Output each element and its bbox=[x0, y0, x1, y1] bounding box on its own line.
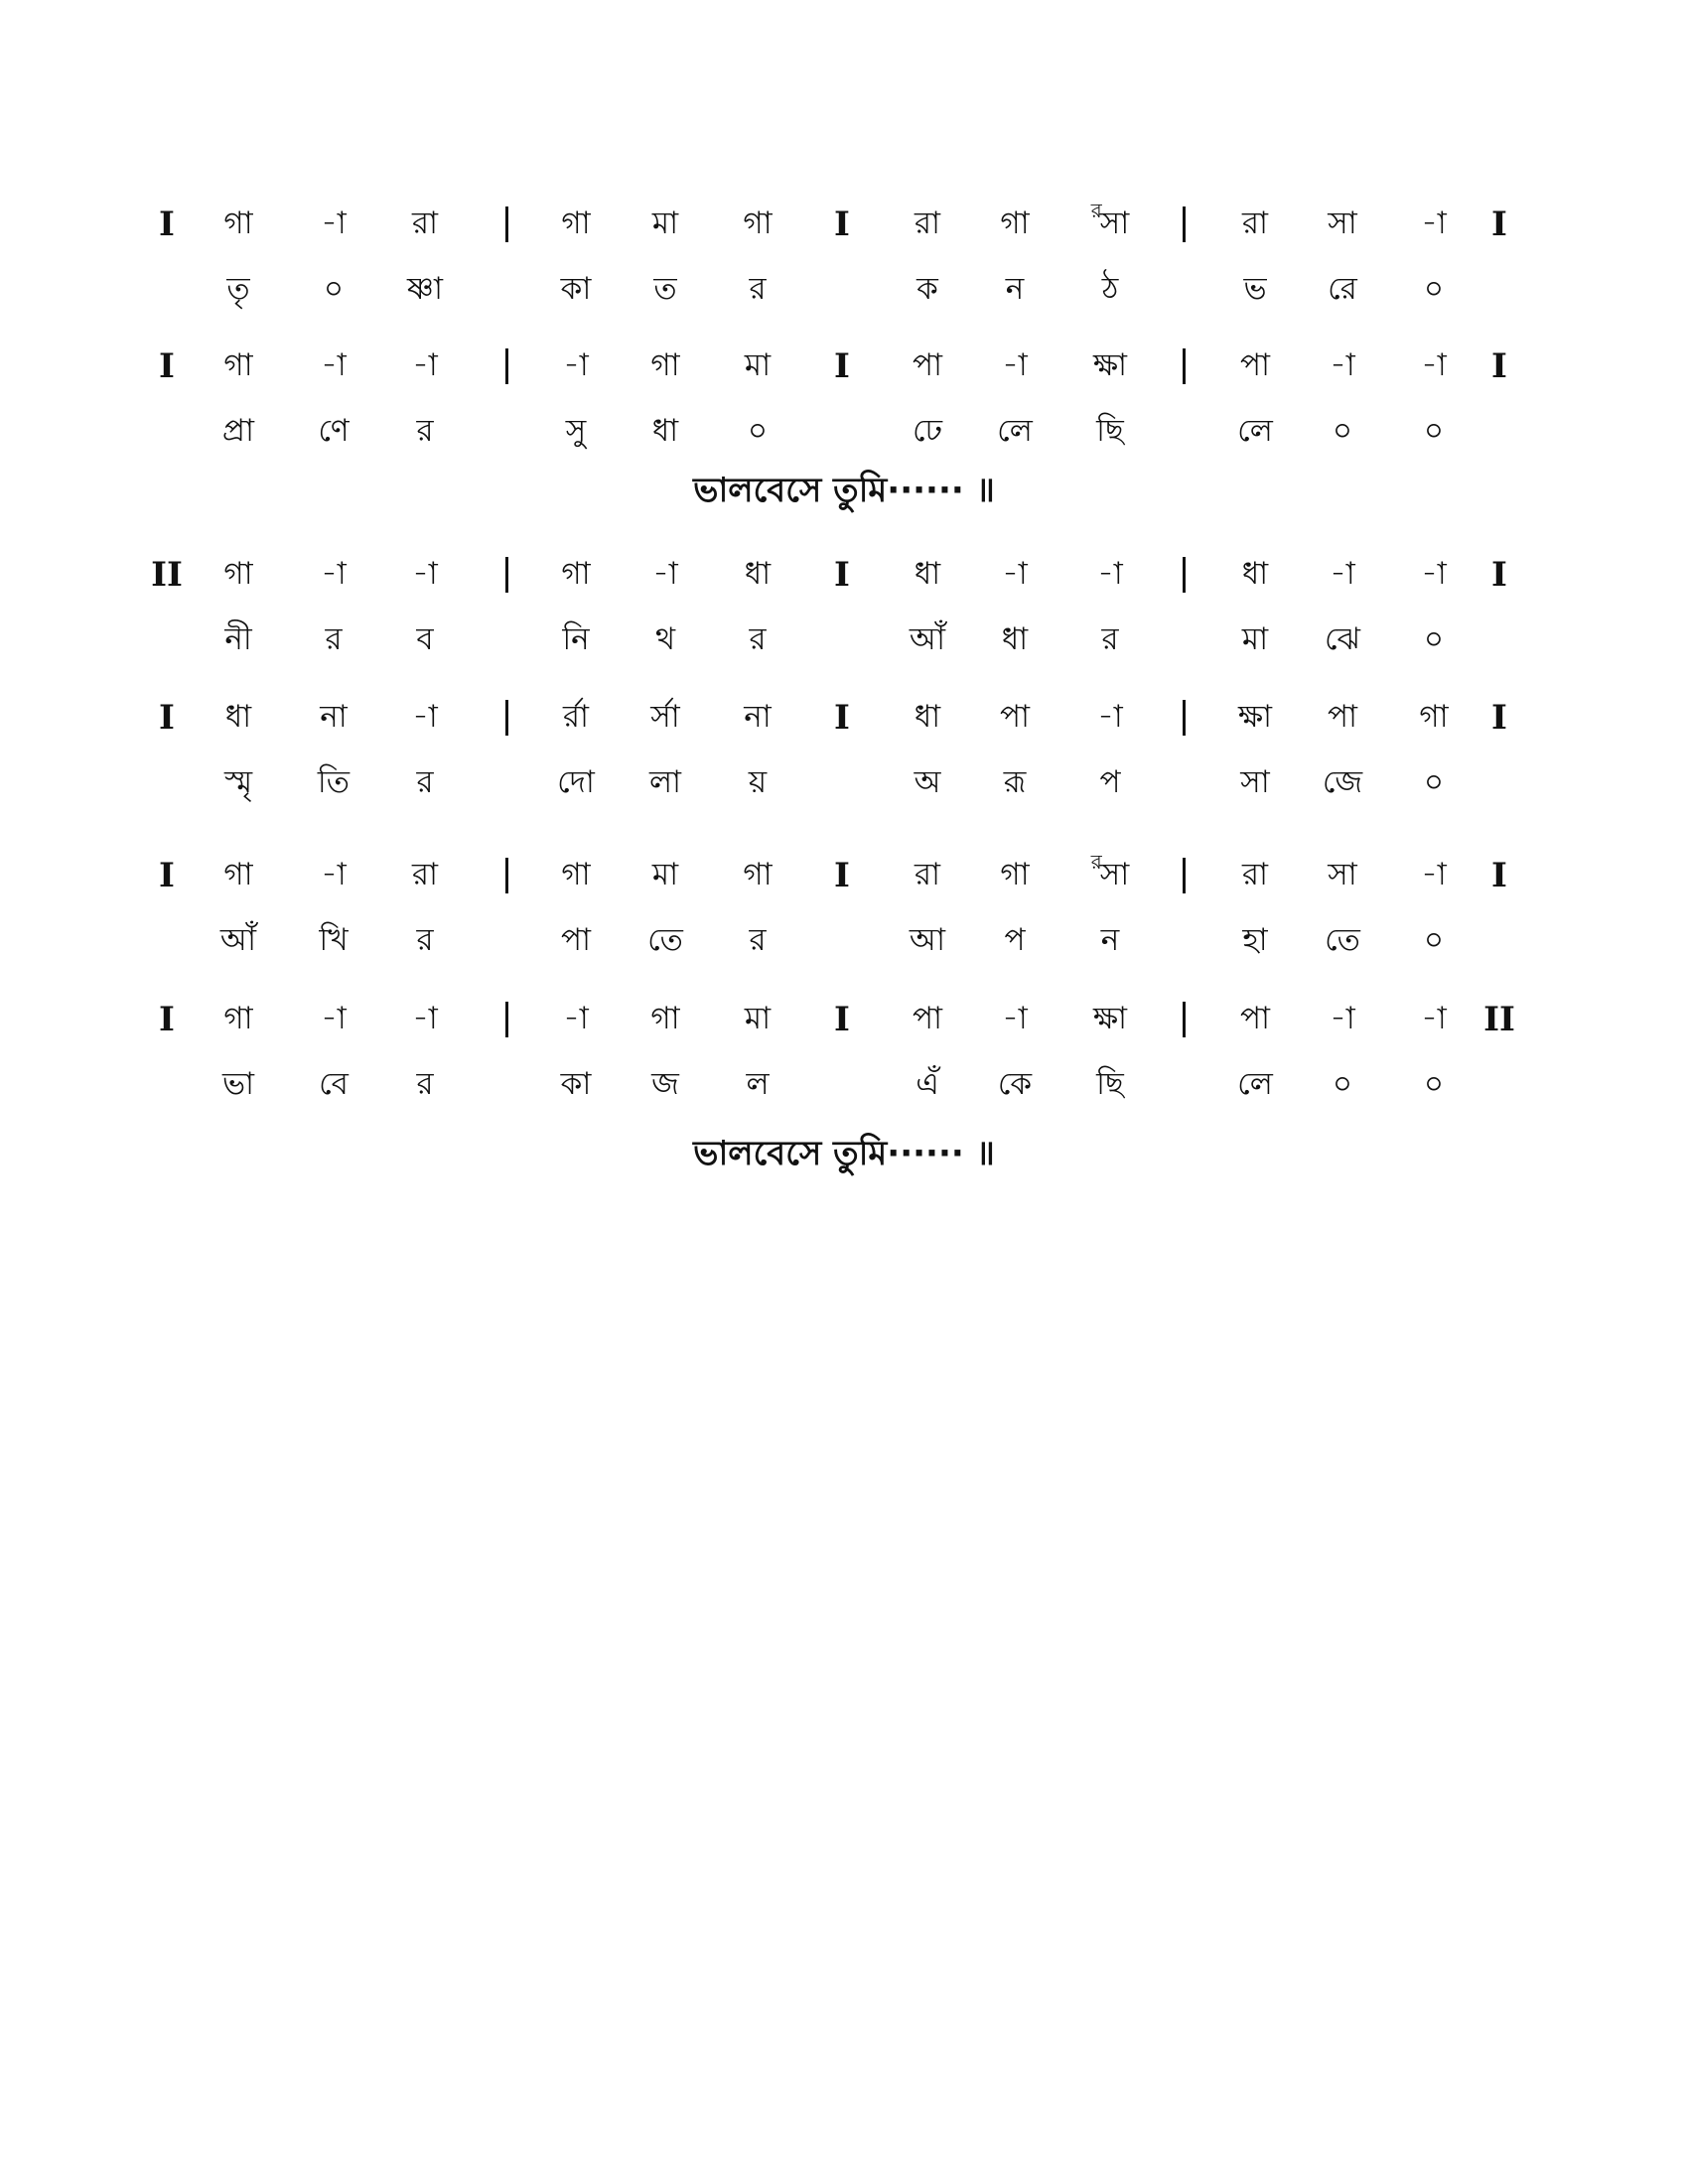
lyric-syllable: প bbox=[1099, 764, 1121, 800]
note-text: ক্ষা bbox=[1092, 347, 1128, 383]
note-text: র্রা bbox=[562, 699, 590, 735]
note-cell bbox=[1070, 850, 1150, 902]
note-text: র্সা bbox=[650, 699, 680, 735]
note-cell bbox=[975, 341, 1055, 390]
lyric-syllable: ব bbox=[416, 621, 434, 657]
note-text: রা bbox=[411, 857, 439, 892]
notes-row bbox=[0, 199, 1688, 248]
note-text: মা bbox=[744, 347, 772, 383]
note-cell bbox=[385, 850, 465, 899]
note-cell bbox=[1394, 994, 1474, 1043]
lyric-syllable: ছি bbox=[1096, 1066, 1124, 1102]
lyric-syllable: তি bbox=[317, 764, 351, 800]
note-cell bbox=[1215, 850, 1295, 899]
note-text: -া bbox=[412, 556, 438, 592]
lyrics-row bbox=[0, 915, 1688, 965]
lyrics-row bbox=[0, 406, 1688, 456]
note-cell bbox=[1394, 549, 1474, 599]
lyric-syllable: ঠ bbox=[1101, 271, 1119, 307]
note-text: পা bbox=[999, 699, 1031, 735]
lyrics-row bbox=[0, 1059, 1688, 1109]
note-text: মা bbox=[744, 1001, 772, 1036]
note-cell bbox=[1394, 692, 1474, 742]
lyric-syllable: র bbox=[749, 271, 767, 307]
note-cell bbox=[1303, 994, 1382, 1043]
lyric-syllable: ০ bbox=[1423, 413, 1445, 449]
note-text: না bbox=[320, 699, 348, 735]
note-cell bbox=[385, 199, 465, 248]
note-cell bbox=[1070, 549, 1150, 599]
note-cell bbox=[536, 341, 616, 390]
lyric-syllable: প bbox=[1004, 922, 1026, 958]
note-text: গা bbox=[561, 556, 591, 592]
lyric-syllable: কা bbox=[560, 1066, 592, 1102]
note-text: -া bbox=[652, 556, 678, 592]
lyric-syllable: ০ bbox=[1423, 621, 1445, 657]
note-cell bbox=[718, 994, 797, 1043]
lyric-syllable: অ bbox=[914, 764, 941, 800]
note-cell bbox=[888, 850, 967, 899]
note-cell bbox=[888, 199, 967, 248]
lyric-syllable: তৃ bbox=[226, 271, 250, 307]
lyrics-row bbox=[0, 614, 1688, 664]
note-cell bbox=[718, 549, 797, 599]
lyric-syllable: প্রা bbox=[221, 413, 255, 449]
note-cell bbox=[199, 199, 278, 248]
note-text: -া bbox=[321, 857, 347, 892]
note-text: গা bbox=[223, 857, 253, 892]
note-cell bbox=[199, 341, 278, 390]
lyric-syllable: ধা bbox=[1001, 621, 1029, 657]
lyric-syllable: ০ bbox=[1423, 271, 1445, 307]
note-text: গা bbox=[223, 1001, 253, 1036]
lyric-syllable: ০ bbox=[1423, 922, 1445, 958]
note-cell bbox=[199, 850, 278, 899]
note-text: -া bbox=[321, 347, 347, 383]
note-text: গা bbox=[1000, 205, 1030, 241]
note-cell bbox=[888, 549, 967, 599]
note-text: -া bbox=[1330, 1001, 1355, 1036]
note-text: ধা bbox=[224, 699, 252, 735]
lyric-syllable: পা bbox=[560, 922, 592, 958]
lyric-syllable: নি bbox=[562, 621, 590, 657]
note-text: সা bbox=[1328, 857, 1357, 892]
note-cell bbox=[199, 549, 278, 599]
lyric-syllable: ০ bbox=[1423, 1066, 1445, 1102]
lyric-syllable: লে bbox=[1237, 413, 1273, 449]
note-text: ধা bbox=[1241, 556, 1269, 592]
lyric-syllable: নী bbox=[224, 621, 252, 657]
note-text: -া bbox=[412, 1001, 438, 1036]
note-text: সা bbox=[1099, 857, 1130, 892]
beat-divider bbox=[1183, 557, 1186, 593]
note-text: -া bbox=[1002, 347, 1028, 383]
note-text: না bbox=[744, 699, 772, 735]
note-cell bbox=[1215, 994, 1295, 1043]
start-barline: I bbox=[159, 205, 175, 244]
note-cell bbox=[1394, 341, 1474, 390]
lyric-syllable: খি bbox=[319, 922, 349, 958]
note-cell bbox=[1070, 692, 1150, 742]
note-text: -া bbox=[321, 205, 347, 241]
beat-divider bbox=[505, 206, 508, 242]
beat-divider bbox=[1183, 1002, 1186, 1037]
note-text: রা bbox=[914, 857, 941, 892]
note-text: রা bbox=[1241, 857, 1269, 892]
lyric-syllable: তে bbox=[1325, 922, 1360, 958]
lyric-syllable: তে bbox=[647, 922, 683, 958]
notes-row bbox=[0, 994, 1688, 1043]
note-text: ধা bbox=[914, 699, 941, 735]
beat-divider bbox=[505, 1002, 508, 1037]
note-text: -া bbox=[1330, 556, 1355, 592]
note-text: গা bbox=[223, 347, 253, 383]
note-text: -া bbox=[1002, 1001, 1028, 1036]
note-text: গা bbox=[650, 347, 680, 383]
note-cell bbox=[626, 341, 705, 390]
note-cell bbox=[1215, 341, 1295, 390]
notes-row bbox=[0, 549, 1688, 599]
notes-row bbox=[0, 341, 1688, 390]
note-text: সা bbox=[1328, 205, 1357, 241]
lyric-syllable: স্মৃ bbox=[223, 764, 253, 800]
note-cell bbox=[888, 341, 967, 390]
lyric-syllable: কে bbox=[997, 1066, 1033, 1102]
lyric-syllable: ভ bbox=[1243, 271, 1267, 307]
lyric-syllable: থ bbox=[654, 621, 676, 657]
note-cell bbox=[1303, 549, 1382, 599]
note-text: -া bbox=[321, 556, 347, 592]
refrain-1: ভালবেসে তুমি······ ॥ bbox=[693, 471, 995, 510]
section-barline: I bbox=[834, 555, 850, 595]
note-text: -া bbox=[1421, 556, 1447, 592]
note-text: -া bbox=[1002, 556, 1028, 592]
note-cell bbox=[536, 692, 616, 742]
note-text: -া bbox=[1421, 347, 1447, 383]
lyric-syllable: র bbox=[749, 621, 767, 657]
note-text: -া bbox=[1097, 699, 1123, 735]
note-cell bbox=[975, 549, 1055, 599]
start-barline: I bbox=[159, 698, 175, 738]
lyric-syllable: র bbox=[325, 621, 343, 657]
note-text: রা bbox=[411, 205, 439, 241]
note-text: -া bbox=[1421, 1001, 1447, 1036]
note-cell bbox=[718, 850, 797, 899]
note-cell bbox=[294, 994, 373, 1043]
end-barline: I bbox=[1491, 856, 1507, 895]
start-barline: I bbox=[159, 346, 175, 386]
start-barline: I bbox=[159, 856, 175, 895]
note-text: সা bbox=[1099, 205, 1130, 241]
note-text: গা bbox=[1000, 857, 1030, 892]
section-barline: I bbox=[834, 1000, 850, 1039]
beat-divider bbox=[505, 700, 508, 736]
lyric-syllable: য় bbox=[748, 764, 768, 800]
lyric-syllable: হা bbox=[1242, 922, 1268, 958]
note-text: -া bbox=[1097, 556, 1123, 592]
lyric-syllable: ল bbox=[746, 1066, 770, 1102]
lyric-syllable: দো bbox=[557, 764, 595, 800]
lyrics-row bbox=[0, 264, 1688, 314]
beat-divider bbox=[1183, 700, 1186, 736]
beat-divider bbox=[505, 858, 508, 893]
lyric-syllable: কা bbox=[560, 271, 592, 307]
note-text: মা bbox=[651, 205, 679, 241]
refrain-2: ভালবেসে তুমি······ ॥ bbox=[693, 1134, 995, 1173]
note-cell bbox=[385, 341, 465, 390]
lyric-syllable: ০ bbox=[1423, 764, 1445, 800]
note-cell bbox=[626, 549, 705, 599]
lyric-syllable: বে bbox=[319, 1066, 349, 1102]
note-text: গা bbox=[1419, 699, 1449, 735]
note-text: গা bbox=[650, 1001, 680, 1036]
note-text: গা bbox=[743, 857, 773, 892]
end-barline: II bbox=[1483, 1000, 1515, 1039]
grace-note: র bbox=[1090, 199, 1102, 222]
grace-note: র bbox=[1090, 850, 1102, 874]
note-cell bbox=[1070, 341, 1150, 390]
note-cell bbox=[1303, 692, 1382, 742]
note-cell bbox=[888, 692, 967, 742]
lyrics-row bbox=[0, 757, 1688, 807]
lyric-syllable: ০ bbox=[323, 271, 345, 307]
note-cell bbox=[294, 692, 373, 742]
end-barline: I bbox=[1491, 346, 1507, 386]
lyric-syllable: জ bbox=[651, 1066, 679, 1102]
note-cell bbox=[1215, 199, 1295, 248]
lyric-syllable: র bbox=[416, 764, 434, 800]
lyric-syllable: ণে bbox=[318, 413, 350, 449]
note-text: -া bbox=[412, 347, 438, 383]
note-text: রা bbox=[1241, 205, 1269, 241]
lyric-syllable: ধা bbox=[651, 413, 679, 449]
note-cell bbox=[1394, 850, 1474, 899]
lyric-syllable: র bbox=[749, 922, 767, 958]
lyric-syllable: লা bbox=[648, 764, 682, 800]
note-cell bbox=[626, 994, 705, 1043]
note-cell bbox=[975, 692, 1055, 742]
note-text: পা bbox=[1327, 699, 1358, 735]
note-text: পা bbox=[912, 1001, 943, 1036]
note-text: গা bbox=[743, 205, 773, 241]
end-barline: I bbox=[1491, 205, 1507, 244]
note-cell bbox=[718, 341, 797, 390]
note-cell bbox=[1303, 850, 1382, 899]
note-text: ধা bbox=[914, 556, 941, 592]
note-cell bbox=[1215, 549, 1295, 599]
start-barline: II bbox=[151, 555, 183, 595]
lyric-syllable: ০ bbox=[1332, 413, 1353, 449]
lyric-syllable: ন bbox=[1005, 271, 1025, 307]
lyric-syllable: ন bbox=[1100, 922, 1120, 958]
note-text: রা bbox=[914, 205, 941, 241]
lyric-syllable: ত bbox=[653, 271, 677, 307]
note-cell bbox=[626, 692, 705, 742]
lyric-syllable: মা bbox=[1241, 621, 1269, 657]
note-text: -া bbox=[1421, 857, 1447, 892]
lyric-syllable: রে bbox=[1328, 271, 1357, 307]
lyric-syllable: সা bbox=[1240, 764, 1270, 800]
beat-divider bbox=[505, 557, 508, 593]
note-cell bbox=[975, 199, 1055, 248]
note-text: ক্ষা bbox=[1237, 699, 1273, 735]
lyric-syllable: জে bbox=[1322, 764, 1363, 800]
note-text: পা bbox=[1239, 347, 1271, 383]
lyric-syllable: র bbox=[1101, 621, 1119, 657]
lyric-syllable: আঁ bbox=[219, 922, 257, 958]
note-text: -া bbox=[1330, 347, 1355, 383]
lyric-syllable: আঁ bbox=[909, 621, 946, 657]
lyric-syllable: র bbox=[416, 413, 434, 449]
start-barline: I bbox=[159, 1000, 175, 1039]
lyric-syllable: র bbox=[416, 922, 434, 958]
lyric-syllable: ০ bbox=[747, 413, 769, 449]
note-text: গা bbox=[223, 205, 253, 241]
section-barline: I bbox=[834, 346, 850, 386]
note-cell bbox=[385, 549, 465, 599]
note-cell bbox=[975, 850, 1055, 899]
note-cell bbox=[1070, 994, 1150, 1043]
lyric-syllable: আ bbox=[909, 922, 946, 958]
note-cell bbox=[294, 850, 373, 899]
note-text: -া bbox=[563, 347, 589, 383]
beat-divider bbox=[1183, 348, 1186, 384]
end-barline: I bbox=[1491, 698, 1507, 738]
note-cell bbox=[536, 850, 616, 899]
lyric-syllable: রূ bbox=[1003, 764, 1027, 800]
lyric-syllable: লে bbox=[997, 413, 1033, 449]
note-text: গা bbox=[561, 205, 591, 241]
note-cell bbox=[975, 994, 1055, 1043]
beat-divider bbox=[1183, 858, 1186, 893]
note-cell bbox=[294, 549, 373, 599]
section-barline: I bbox=[834, 698, 850, 738]
note-cell bbox=[718, 199, 797, 248]
lyric-syllable: ঝে bbox=[1324, 621, 1361, 657]
note-cell bbox=[385, 692, 465, 742]
beat-divider bbox=[505, 348, 508, 384]
note-text: -া bbox=[563, 1001, 589, 1036]
section-barline: I bbox=[834, 205, 850, 244]
note-text: পা bbox=[912, 347, 943, 383]
note-cell bbox=[536, 994, 616, 1043]
note-text: ক্ষা bbox=[1092, 1001, 1128, 1036]
lyric-syllable: র bbox=[416, 1066, 434, 1102]
note-cell bbox=[1303, 199, 1382, 248]
note-text: মা bbox=[651, 857, 679, 892]
note-cell bbox=[1303, 341, 1382, 390]
beat-divider bbox=[1183, 206, 1186, 242]
lyric-syllable: ০ bbox=[1332, 1066, 1353, 1102]
note-cell bbox=[1215, 692, 1295, 742]
section-barline: I bbox=[834, 856, 850, 895]
note-cell bbox=[385, 994, 465, 1043]
notes-row bbox=[0, 692, 1688, 742]
lyric-syllable: সু bbox=[565, 413, 587, 449]
note-text: -া bbox=[412, 699, 438, 735]
lyric-syllable: এঁ bbox=[915, 1066, 939, 1102]
lyric-syllable: ভা bbox=[221, 1066, 255, 1102]
note-cell bbox=[626, 199, 705, 248]
note-cell bbox=[199, 994, 278, 1043]
note-text: গা bbox=[561, 857, 591, 892]
lyric-syllable: লে bbox=[1237, 1066, 1273, 1102]
note-cell bbox=[1070, 199, 1150, 251]
note-text: ধা bbox=[744, 556, 772, 592]
note-text: গা bbox=[223, 556, 253, 592]
note-cell bbox=[888, 994, 967, 1043]
end-barline: I bbox=[1491, 555, 1507, 595]
note-text: -া bbox=[1421, 205, 1447, 241]
lyric-syllable: ঢে bbox=[912, 413, 943, 449]
note-cell bbox=[294, 341, 373, 390]
note-cell bbox=[199, 692, 278, 742]
note-text: -া bbox=[321, 1001, 347, 1036]
notes-row bbox=[0, 850, 1688, 899]
note-cell bbox=[536, 199, 616, 248]
note-cell bbox=[718, 692, 797, 742]
lyric-syllable: ক bbox=[916, 271, 938, 307]
note-cell bbox=[1394, 199, 1474, 248]
note-text: পা bbox=[1239, 1001, 1271, 1036]
note-cell bbox=[536, 549, 616, 599]
note-cell bbox=[626, 850, 705, 899]
lyric-syllable: ছি bbox=[1096, 413, 1124, 449]
lyric-syllable: ষ্ণা bbox=[407, 271, 443, 307]
note-cell bbox=[294, 199, 373, 248]
